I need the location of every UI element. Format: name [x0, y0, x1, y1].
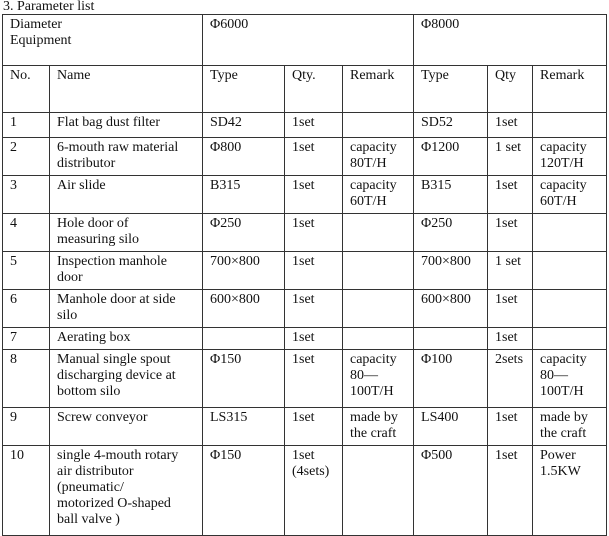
- cell-no: 8: [3, 350, 50, 408]
- cell-text-line: 1set: [292, 216, 315, 231]
- cell-remark-phi8000: [533, 113, 607, 138]
- cell-no: 2: [3, 138, 50, 176]
- cell-text-line: Φ100: [421, 352, 453, 367]
- cell-qty-phi8000: [488, 290, 533, 328]
- cell-text-line: the craft: [350, 426, 397, 441]
- table-row: [3, 252, 607, 290]
- cell-remark-phi6000: [343, 113, 414, 138]
- col-header-type-phi6000: Type: [203, 66, 285, 113]
- col-header-qty-phi6000: Qty.: [285, 66, 343, 113]
- cell-no: 3: [3, 176, 50, 214]
- cell-qty-phi8000: [488, 408, 533, 446]
- cell-qty-phi8000: [488, 138, 533, 176]
- cell-no: 9: [3, 408, 50, 446]
- cell-qty-phi8000: [488, 252, 533, 290]
- cell-qty-phi6000: [285, 252, 343, 290]
- cell-text-line: SD52: [421, 115, 453, 130]
- cell-text-line: 1set: [292, 448, 315, 463]
- cell-text-line: 1.5KW: [540, 464, 581, 479]
- cell-text-line: Power: [540, 448, 576, 463]
- col-header-name: Name: [50, 66, 203, 113]
- cell-remark-phi8000: [533, 138, 607, 176]
- cell-text-line: 1set: [292, 292, 315, 307]
- cell-text-line: 100T/H: [540, 384, 584, 399]
- cell-text-line: 1set: [495, 115, 518, 130]
- cell-type-phi8000: [414, 252, 488, 290]
- cell-remark-phi6000: [343, 408, 414, 446]
- cell-text-line: 700×800: [210, 254, 260, 269]
- cell-text-line: 1set: [495, 330, 518, 345]
- cell-name: [50, 252, 203, 290]
- cell-text-line: 80—: [540, 368, 569, 383]
- cell-text-line: measuring silo: [57, 232, 140, 247]
- cell-remark-phi8000: [533, 214, 607, 252]
- cell-remark-phi6000: [343, 252, 414, 290]
- cell-text-line: Φ250: [210, 216, 242, 231]
- cell-type-phi6000: [203, 252, 285, 290]
- cell-remark-phi8000: [533, 328, 607, 350]
- parameter-table: [2, 14, 607, 536]
- cell-text-line: capacity: [350, 178, 397, 193]
- col-header-no: No.: [3, 66, 50, 113]
- cell-remark-phi6000: [343, 328, 414, 350]
- diameter-equipment-cell: [3, 15, 203, 66]
- table-row: [3, 214, 607, 252]
- cell-text-line: 1 set: [495, 140, 522, 155]
- cell-text-line: 80—: [350, 368, 378, 383]
- cell-text-line: motorized O-shaped: [57, 496, 171, 511]
- cell-qty-phi8000: [488, 113, 533, 138]
- cell-text-line: capacity: [350, 352, 397, 367]
- table-row: [3, 290, 607, 328]
- cell-remark-phi6000: [343, 138, 414, 176]
- cell-qty-phi8000: [488, 446, 533, 536]
- cell-text-line: 1set: [495, 292, 518, 307]
- cell-text-line: door: [57, 270, 83, 285]
- cell-qty-phi6000: [285, 350, 343, 408]
- cell-qty-phi6000: [285, 113, 343, 138]
- cell-text-line: the craft: [540, 426, 587, 441]
- cell-qty-phi6000: [285, 176, 343, 214]
- cell-text-line: 600×800: [421, 292, 471, 307]
- cell-text-line: 1set: [292, 178, 315, 193]
- table-row: [3, 138, 607, 176]
- cell-text-line: capacity: [350, 140, 397, 155]
- cell-qty-phi8000: [488, 350, 533, 408]
- cell-remark-phi6000: [343, 290, 414, 328]
- cell-text-line: capacity: [540, 178, 587, 193]
- col-header-qty-phi8000: Qty: [488, 66, 533, 113]
- cell-remark-phi8000: [533, 350, 607, 408]
- cell-type-phi8000: [414, 328, 488, 350]
- cell-name: [50, 214, 203, 252]
- cell-remark-phi6000: [343, 350, 414, 408]
- table-row: [3, 350, 607, 408]
- cell-type-phi6000: [203, 214, 285, 252]
- group-header-row: [3, 15, 607, 66]
- cell-text-line: 60T/H: [540, 194, 577, 209]
- cell-qty-phi6000: [285, 446, 343, 536]
- cell-type-phi6000: [203, 113, 285, 138]
- cell-text-line: 1set: [292, 140, 315, 155]
- group-header-phi8000: Φ8000: [414, 15, 607, 66]
- cell-name: [50, 176, 203, 214]
- cell-remark-phi8000: [533, 176, 607, 214]
- cell-text-line: 1set: [495, 448, 518, 463]
- cell-text-line: ball valve ): [57, 512, 120, 527]
- cell-text-line: capacity: [540, 140, 587, 155]
- cell-text-line: 1set: [292, 254, 315, 269]
- group-header-phi6000: Φ6000: [203, 15, 414, 66]
- cell-no: 7: [3, 328, 50, 350]
- cell-type-phi8000: [414, 350, 488, 408]
- cell-text-line: discharging device at: [57, 368, 176, 383]
- cell-text-line: Φ150: [210, 448, 242, 463]
- cell-type-phi6000: [203, 290, 285, 328]
- cell-qty-phi6000: [285, 214, 343, 252]
- cell-text-line: 1set: [292, 330, 315, 345]
- cell-text-line: Φ1200: [421, 140, 460, 155]
- cell-text-line: 1set: [292, 410, 315, 425]
- cell-text-line: LS315: [210, 410, 248, 425]
- cell-text-line: 1set: [495, 216, 518, 231]
- cell-remark-phi6000: [343, 176, 414, 214]
- table-row: [3, 446, 607, 536]
- cell-text-line: air distributor: [57, 464, 134, 479]
- cell-text-line: Inspection manhole: [57, 254, 168, 269]
- cell-text-line: 1set: [495, 178, 518, 193]
- cell-qty-phi6000: [285, 290, 343, 328]
- cell-text-line: (4sets): [292, 464, 330, 479]
- cell-text-line: Φ150: [210, 352, 242, 367]
- cell-text-line: 1set: [292, 352, 315, 367]
- cell-type-phi6000: [203, 176, 285, 214]
- cell-remark-phi6000: [343, 446, 414, 536]
- cell-qty-phi8000: [488, 176, 533, 214]
- table-row: [3, 328, 607, 350]
- cell-text-line: made by: [540, 410, 588, 425]
- cell-text-line: 700×800: [421, 254, 471, 269]
- cell-name: [50, 138, 203, 176]
- cell-text-line: Aerating box: [57, 330, 131, 345]
- cell-text-line: Φ250: [421, 216, 453, 231]
- cell-type-phi8000: [414, 176, 488, 214]
- equipment-label: Equipment: [10, 33, 72, 48]
- table-row: [3, 176, 607, 214]
- cell-name: [50, 290, 203, 328]
- cell-text-line: silo: [57, 308, 78, 323]
- cell-name: [50, 350, 203, 408]
- cell-type-phi8000: [414, 408, 488, 446]
- cell-type-phi6000: [203, 408, 285, 446]
- col-header-remark-phi8000: Remark: [533, 66, 607, 113]
- cell-text-line: Φ800: [210, 140, 242, 155]
- cell-qty-phi8000: [488, 328, 533, 350]
- cell-text-line: 60T/H: [350, 194, 387, 209]
- cell-text-line: B315: [210, 178, 241, 193]
- cell-text-line: Air slide: [57, 178, 106, 193]
- cell-text-line: SD42: [210, 115, 242, 130]
- cell-text-line: capacity: [540, 352, 587, 367]
- cell-text-line: made by: [350, 410, 398, 425]
- cell-text-line: Manual single spout: [57, 352, 171, 367]
- cell-text-line: 6-mouth raw material: [57, 140, 179, 155]
- cell-type-phi6000: [203, 446, 285, 536]
- cell-type-phi6000: [203, 328, 285, 350]
- cell-remark-phi8000: [533, 252, 607, 290]
- cell-name: [50, 328, 203, 350]
- cell-type-phi8000: [414, 214, 488, 252]
- col-header-remark-phi6000: Remark: [343, 66, 414, 113]
- cell-text-line: 600×800: [210, 292, 260, 307]
- section-heading: 3. Parameter list: [3, 0, 95, 14]
- cell-text-line: Screw conveyor: [57, 410, 148, 425]
- col-header-type-phi8000: Type: [414, 66, 488, 113]
- cell-text-line: (pneumatic/: [57, 480, 124, 495]
- cell-remark-phi8000: [533, 408, 607, 446]
- diameter-label: Diameter: [10, 17, 63, 32]
- cell-remark-phi8000: [533, 290, 607, 328]
- cell-type-phi6000: [203, 138, 285, 176]
- cell-text-line: Φ500: [421, 448, 453, 463]
- cell-type-phi8000: [414, 290, 488, 328]
- cell-text-line: distributor: [57, 156, 116, 171]
- cell-no: 5: [3, 252, 50, 290]
- column-header-row: [3, 66, 607, 113]
- cell-text-line: single 4-mouth rotary: [57, 448, 179, 463]
- cell-text-line: B315: [421, 178, 452, 193]
- cell-text-line: Manhole door at side: [57, 292, 176, 307]
- cell-text-line: Flat bag dust filter: [57, 115, 161, 130]
- cell-text-line: 80T/H: [350, 156, 387, 171]
- cell-text-line: 120T/H: [540, 156, 584, 171]
- cell-no: 4: [3, 214, 50, 252]
- cell-no: 6: [3, 290, 50, 328]
- cell-type-phi8000: [414, 113, 488, 138]
- cell-text-line: bottom silo: [57, 384, 121, 399]
- cell-type-phi8000: [414, 138, 488, 176]
- cell-remark-phi8000: [533, 446, 607, 536]
- cell-text-line: 100T/H: [350, 384, 394, 399]
- cell-qty-phi8000: [488, 214, 533, 252]
- cell-text-line: LS400: [421, 410, 459, 425]
- cell-no: 1: [3, 113, 50, 138]
- table-row: [3, 113, 607, 138]
- cell-name: [50, 408, 203, 446]
- cell-remark-phi6000: [343, 214, 414, 252]
- cell-type-phi6000: [203, 350, 285, 408]
- cell-qty-phi6000: [285, 408, 343, 446]
- cell-name: [50, 446, 203, 536]
- cell-text-line: 1 set: [495, 254, 522, 269]
- cell-no: 10: [3, 446, 50, 536]
- cell-text-line: 1set: [292, 115, 315, 130]
- table-row: [3, 408, 607, 446]
- cell-text-line: 1set: [495, 410, 518, 425]
- cell-text-line: 2sets: [495, 352, 524, 367]
- cell-qty-phi6000: [285, 328, 343, 350]
- cell-qty-phi6000: [285, 138, 343, 176]
- cell-name: [50, 113, 203, 138]
- cell-type-phi8000: [414, 446, 488, 536]
- cell-text-line: Hole door of: [57, 216, 129, 231]
